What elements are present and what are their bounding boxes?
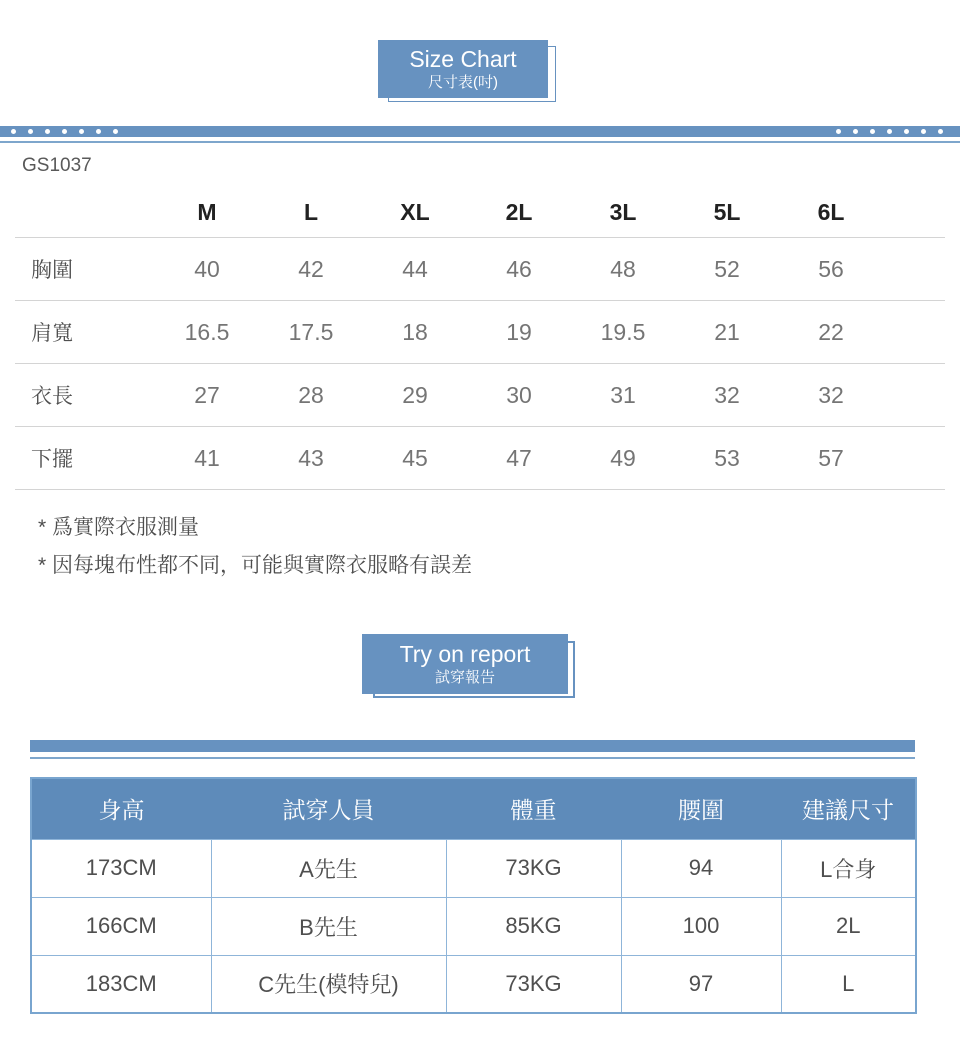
try-on-row [31,839,916,897]
size-column-header: 5L [713,199,741,225]
size-table-row-length [15,364,945,427]
dot-icon [62,129,67,134]
size-cell: 48 [610,255,636,282]
try-on-cell: 166CM [31,897,211,955]
size-cell: 18 [402,318,428,345]
top-divider-line [0,141,960,143]
try-on-cell: 85KG [446,897,621,955]
dot-icon [28,129,33,134]
size-column-header: 3L [609,199,637,225]
size-table [15,188,945,490]
dot-icon [45,129,50,134]
try-on-cell: 100 [621,897,781,955]
size-chart-badge-subtitle: 尺寸表(吋) [428,74,498,91]
size-cell: 32 [714,381,740,408]
size-cell: 42 [298,255,324,282]
try-on-badge-title: Try on report [399,641,531,667]
size-cell: 40 [194,255,220,282]
try-on-cell: A先生 [211,839,446,897]
size-cell: 29 [402,381,428,408]
size-cell: 30 [506,381,532,408]
size-cell: 44 [402,255,428,282]
size-cell: 46 [506,255,532,282]
dot-icon [836,129,841,134]
size-row-label: 衣長 [31,385,73,408]
try-on-row [31,955,916,1013]
size-column-header: L [303,199,319,225]
size-column-header: 6L [817,199,845,225]
size-column-header: M [197,199,217,225]
dot-icon [79,129,84,134]
size-cell: 52 [714,255,740,282]
size-cell: 27 [194,381,220,408]
try-on-cell: 2L [781,897,916,955]
bottom-divider-bar [30,740,915,752]
try-on-header-cell: 體重 [446,778,621,839]
size-row-label: 肩寬 [31,322,73,345]
size-row-label: 下擺 [31,448,73,471]
size-cell: 47 [506,444,532,471]
dot-icon [921,129,926,134]
dot-icon [96,129,101,134]
dot-icon [113,129,118,134]
size-chart-badge [378,40,548,98]
note-line: * 因每塊布性都不同，可能與實際衣服略有誤差 [38,554,473,577]
try-on-cell: 97 [621,955,781,1013]
product-code: GS1037 [22,155,92,176]
divider-dots-right [836,129,943,134]
size-cell: 43 [298,444,324,471]
size-table-row-hem [15,427,945,490]
top-divider-bar [0,126,960,137]
measurement-notes [38,516,472,592]
size-table-row-shoulder [15,301,945,364]
size-cell: 21 [714,318,740,345]
try-on-cell: 183CM [31,955,211,1013]
size-cell: 28 [298,381,324,408]
dot-icon [11,129,16,134]
try-on-cell: L [781,955,916,1013]
try-on-header-cell: 腰圍 [621,778,781,839]
note-line: * 爲實際衣服測量 [38,516,200,539]
size-cell: 22 [818,318,844,345]
dot-icon [870,129,875,134]
try-on-table [30,777,917,1014]
size-cell: 19.5 [600,318,646,345]
try-on-cell: 94 [621,839,781,897]
size-table-row-chest [15,238,945,301]
try-on-header-cell: 身高 [31,778,211,839]
dot-icon [853,129,858,134]
size-cell: 56 [818,255,844,282]
size-cell: 57 [818,444,844,471]
size-cell: 17.5 [288,318,334,345]
try-on-badge-fill [362,634,568,694]
size-table-header-row [15,188,945,238]
try-on-cell: L合身 [781,839,916,897]
try-on-header-cell: 建議尺寸 [781,778,916,839]
dot-icon [904,129,909,134]
divider-dots-left [11,129,118,134]
dot-icon [887,129,892,134]
dot-icon [938,129,943,134]
try-on-badge-subtitle: 試穿報告 [434,669,495,686]
size-column-header: 2L [505,199,533,225]
size-cell: 32 [818,381,844,408]
size-cell: 53 [714,444,740,471]
try-on-cell: B先生 [211,897,446,955]
size-cell: 41 [194,444,220,471]
size-cell: 19 [506,318,532,345]
try-on-row [31,897,916,955]
try-on-header-row [31,778,916,839]
try-on-cell: C先生(模特兒) [211,955,446,1013]
size-column-header: XL [400,199,430,225]
size-row-label: 胸圍 [31,259,73,282]
size-cell: 31 [610,381,636,408]
try-on-cell: 173CM [31,839,211,897]
size-cell: 45 [402,444,428,471]
try-on-cell: 73KG [446,839,621,897]
size-chart-badge-title: Size Chart [409,46,517,72]
bottom-divider-line [30,757,915,759]
size-cell: 16.5 [184,318,230,345]
try-on-report-badge [362,634,568,694]
try-on-header-cell: 試穿人員 [211,778,446,839]
try-on-cell: 73KG [446,955,621,1013]
size-chart-badge-fill [378,40,548,98]
size-cell: 49 [610,444,636,471]
